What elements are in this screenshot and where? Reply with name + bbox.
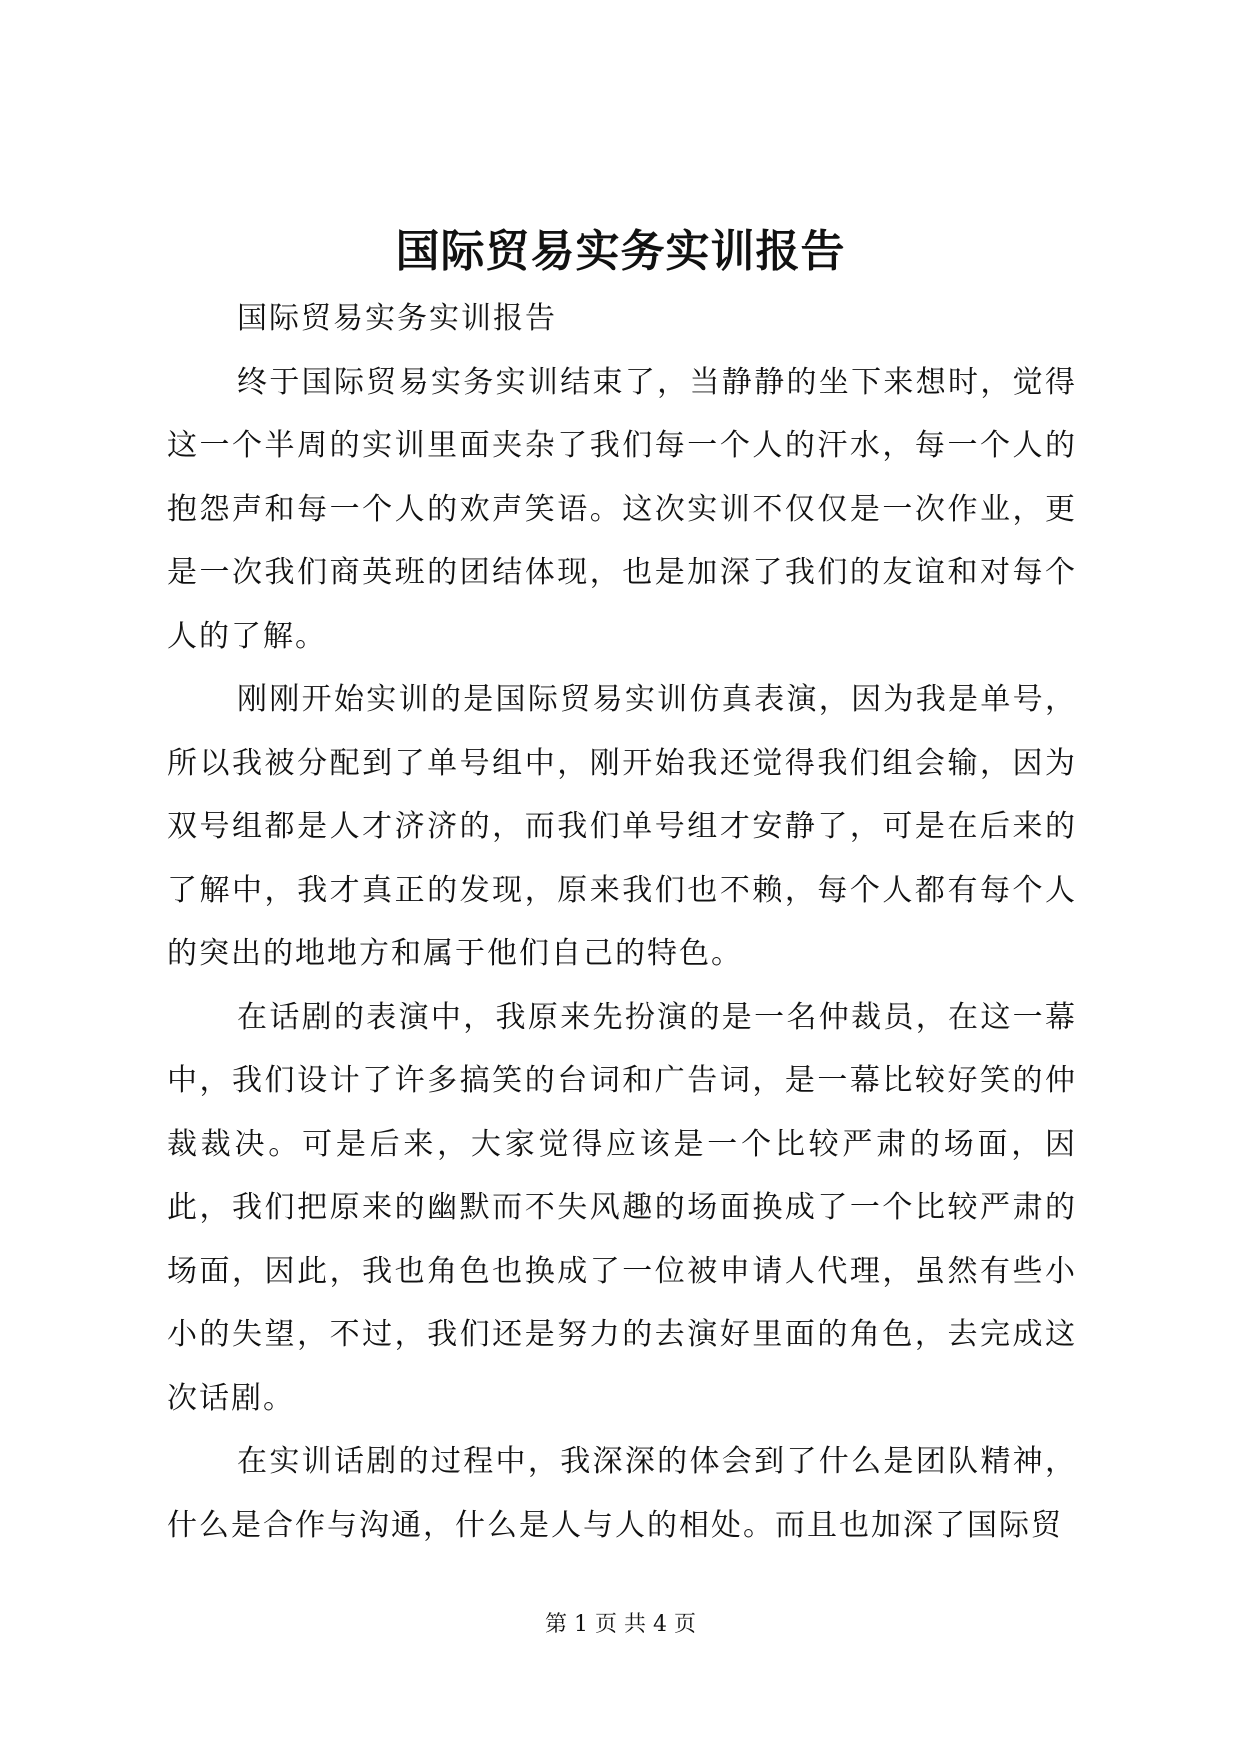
paragraph: 在实训话剧的过程中，我深深的体会到了什么是团队精神，什么是合作与沟通，什么是人与人的相处。而且也加深了国际贸 — [167, 1444, 1077, 1543]
paragraph-subtitle: 国际贸易实务实训报告 — [237, 301, 557, 336]
paragraph: 终于国际贸易实务实训结束了，当静静的坐下来想时，觉得这一个半周的实训里面夹杂了我们每一个人的汗水，每一个人的抱怨声和每一个人的欢声笑语。这次实训不仅仅是一次作业，更是一次我们商英班的团结体现，也是加深了我们的友谊和对每个人的了解。 — [167, 364, 1077, 654]
paragraph: 刚刚开始实训的是国际贸易实训仿真表演，因为我是单号，所以我被分配到了单号组中，刚开始我还觉得我们组会输，因为双号组都是人才济济的，而我们单号组才安静了，可是在后来的了解中，我才真正的发现，原来我们也不赖，每个人都有每个人的突出的地地方和属于他们自己的特色。 — [167, 682, 1077, 971]
document-body — [167, 287, 1077, 1557]
document-title: 国际贸易实务实训报告 — [395, 226, 846, 277]
paragraph: 在话剧的表演中，我原来先扮演的是一名仲裁员，在这一幕中，我们设计了许多搞笑的台词和广告词，是一幕比较好笑的仲裁裁决。可是后来，大家觉得应该是一个比较严肃的场面，因此，我们把原来的幽默而不失风趣的场面换成了一个比较严肃的场面，因此，我也角色也换成了一位被申请人代理，虽然有些小小的失望，不过，我们还是努力的去演好里面的角色，去完成这次话剧。 — [167, 999, 1077, 1416]
page-number-footer: 第 1 页 共 4 页 — [545, 1612, 696, 1637]
